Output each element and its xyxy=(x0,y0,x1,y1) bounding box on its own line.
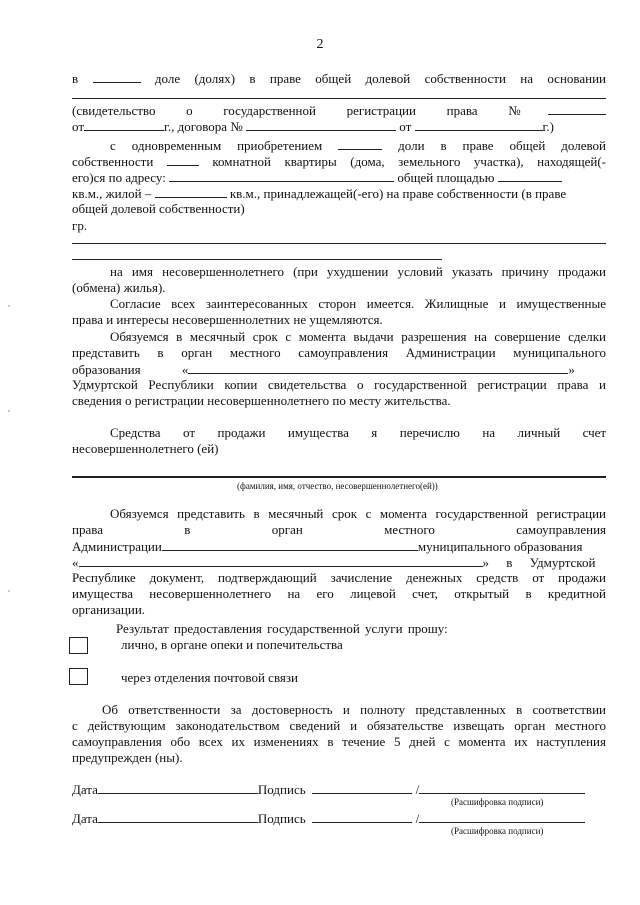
obligation2-line-2 xyxy=(72,522,606,538)
option-in-person-checkbox[interactable] xyxy=(69,637,88,654)
share-line-2 xyxy=(72,102,606,119)
minor-name-caption: (фамилия, имя, отчество, несовершеннолетнего(ей)) xyxy=(237,481,438,491)
certificate-date-field[interactable] xyxy=(84,118,164,131)
obligation2-line-6: имущества несовершеннолетнего на его лицевой счет, открытый в кредитной xyxy=(72,586,606,601)
text: от xyxy=(399,119,412,134)
signature-caption-1: (Расшифровка подписи) xyxy=(451,797,544,807)
text: перечислю xyxy=(399,425,460,440)
total-area-field[interactable] xyxy=(498,169,562,182)
text: » xyxy=(482,555,489,570)
funds-line-1 xyxy=(110,425,606,441)
responsibility-line-1: Об ответственности за достоверность и полноту представленных в соответствии xyxy=(102,702,606,717)
consent-line-1: Согласие всех заинтересованных сторон имеется. Жилищные и имущественные xyxy=(110,296,606,311)
text: в xyxy=(72,71,79,86)
scan-speck xyxy=(8,410,10,412)
signature-decoding-field[interactable] xyxy=(419,810,585,823)
responsibility-line-3: самоуправления обо всех их изменениях в течение 5 дней с момента их наступления xyxy=(72,734,606,749)
responsibility-line-4: предупрежден (ны). xyxy=(72,750,183,765)
signature-caption-2: (Расшифровка подписи) xyxy=(451,826,544,836)
text: орган xyxy=(271,522,303,537)
text: г.) xyxy=(542,119,554,134)
minor-name-line[interactable] xyxy=(72,476,606,478)
share-line-5 xyxy=(72,153,606,170)
obligation2-line-4 xyxy=(72,554,606,571)
obligation1-line-3 xyxy=(72,361,606,378)
citizen-line-1[interactable] xyxy=(72,243,606,244)
text: образования xyxy=(72,362,141,377)
text: я xyxy=(371,425,378,440)
text: общей площадью xyxy=(397,170,495,185)
page-number: 2 xyxy=(316,37,324,52)
share-line-1 xyxy=(72,70,606,87)
date-field[interactable] xyxy=(98,810,258,823)
text: Администрации xyxy=(72,539,162,554)
text: № xyxy=(508,103,549,118)
text: « xyxy=(72,555,79,570)
citizen-line-2[interactable] xyxy=(72,259,442,260)
text: в xyxy=(184,522,191,537)
text: Средства xyxy=(110,425,161,440)
text: самоуправления xyxy=(516,522,607,537)
text: доле (долях) в праве общей долевой собственности на основании xyxy=(154,71,607,86)
obligation2-line-3 xyxy=(72,538,606,555)
signature-label: Подпись xyxy=(257,782,306,797)
text: о xyxy=(186,103,193,118)
obligation1-line-1: Обязуемся в месячный срок с момента выдачи разрешения на совершение сделки xyxy=(110,329,606,344)
result-title: Результат предоставления государственной услуги прошу: xyxy=(116,621,448,636)
share-line-4 xyxy=(110,137,606,154)
date-field[interactable] xyxy=(98,781,258,794)
text: г., договора № xyxy=(164,119,243,134)
text: местного xyxy=(384,522,435,537)
signature-field[interactable] xyxy=(312,781,412,794)
option-post-label: через отделения почтовой связи xyxy=(121,670,298,685)
signature-row-2 xyxy=(72,810,606,827)
rooms-field[interactable] xyxy=(167,153,199,166)
share-line-3 xyxy=(72,118,606,135)
date-label: Дата xyxy=(72,811,98,826)
responsibility-line-2: с действующим законодательством сведений и обязательстве извещать орган местного xyxy=(72,718,606,733)
option-post-checkbox[interactable] xyxy=(69,668,88,685)
share-line-9: гр. xyxy=(72,218,88,233)
living-area-field[interactable] xyxy=(155,185,227,198)
signature-label: Подпись xyxy=(257,811,306,826)
scan-speck xyxy=(8,305,10,307)
text: имущества xyxy=(287,425,349,440)
signature-field[interactable] xyxy=(312,810,412,823)
text: (свидетельство xyxy=(72,103,156,118)
text: регистрации xyxy=(346,103,416,118)
text: от xyxy=(72,119,85,134)
share-blank[interactable] xyxy=(93,70,141,83)
funds-line-2: несовершеннолетнего (ей) xyxy=(72,441,219,456)
text: на xyxy=(482,425,496,440)
obligation1-line-4: Удмуртской Республики копии свидетельства о государственной регистрации права и xyxy=(72,377,606,392)
share-line-6 xyxy=(72,169,606,186)
acquired-share-field[interactable] xyxy=(338,137,382,150)
text: личный xyxy=(517,425,561,440)
text: кв.м., принадлежащей(-его) на праве собственности (в праве xyxy=(229,186,567,201)
text: счет xyxy=(582,425,607,440)
basis-line[interactable] xyxy=(72,98,606,99)
text: » xyxy=(568,362,575,377)
share-line-7 xyxy=(72,185,606,202)
text: Удмуртской xyxy=(529,555,596,570)
text: его)ся по адресу: xyxy=(72,170,166,185)
contract-number-field[interactable] xyxy=(246,118,396,131)
slash: / xyxy=(415,782,420,797)
text: в xyxy=(506,555,513,570)
obligation2-line-5: Республике документ, подтверждающий зачисление денежных средств от продажи xyxy=(72,570,606,585)
obligation2-line-1: Обязуемся представить в месячный срок с момента государственной регистрации xyxy=(110,506,606,521)
obligation1-line-5: сведения о регистрации несовершеннолетнего по месту жительства. xyxy=(72,393,451,408)
address-field[interactable] xyxy=(169,169,394,182)
minor-line-1: на имя несовершеннолетнего (при ухудшении условий указать причину продажи xyxy=(110,264,606,279)
signature-row-1 xyxy=(72,781,606,798)
text: собственности xyxy=(72,154,154,169)
option-in-person-label: лично, в органе опеки и попечительства xyxy=(121,637,343,652)
text: кв.м., жилой – xyxy=(72,186,152,201)
municipality-field-2[interactable] xyxy=(79,554,483,567)
administration-field[interactable] xyxy=(162,538,418,551)
text: « xyxy=(181,362,189,377)
text: государственной xyxy=(223,103,316,118)
scan-speck xyxy=(8,590,10,592)
text: муниципального образования xyxy=(417,539,583,554)
slash: / xyxy=(415,811,420,826)
obligation1-line-2: представить в орган местного самоуправления Администрации муниципального xyxy=(72,345,606,360)
municipality-field-1[interactable] xyxy=(188,361,568,374)
contract-date-field[interactable] xyxy=(415,118,543,131)
text: доли в праве общей долевой xyxy=(398,138,606,153)
text: права xyxy=(72,522,103,537)
signature-decoding-field[interactable] xyxy=(419,781,585,794)
text: от xyxy=(183,425,196,440)
obligation2-line-7: организации. xyxy=(72,602,146,617)
text: с одновременным приобретением xyxy=(110,138,323,153)
date-label: Дата xyxy=(72,782,98,797)
share-line-8: общей долевой собственности) xyxy=(72,201,245,216)
consent-line-2: права и интересы несовершеннолетних не ущемляются. xyxy=(72,312,383,327)
text: права xyxy=(446,103,478,118)
text: продажи xyxy=(217,425,266,440)
minor-line-2: (обмена) жилья). xyxy=(72,280,166,295)
text: комнатной квартиры (дома, земельного участка), находящей(- xyxy=(212,154,607,169)
certificate-number-field[interactable] xyxy=(548,102,606,115)
